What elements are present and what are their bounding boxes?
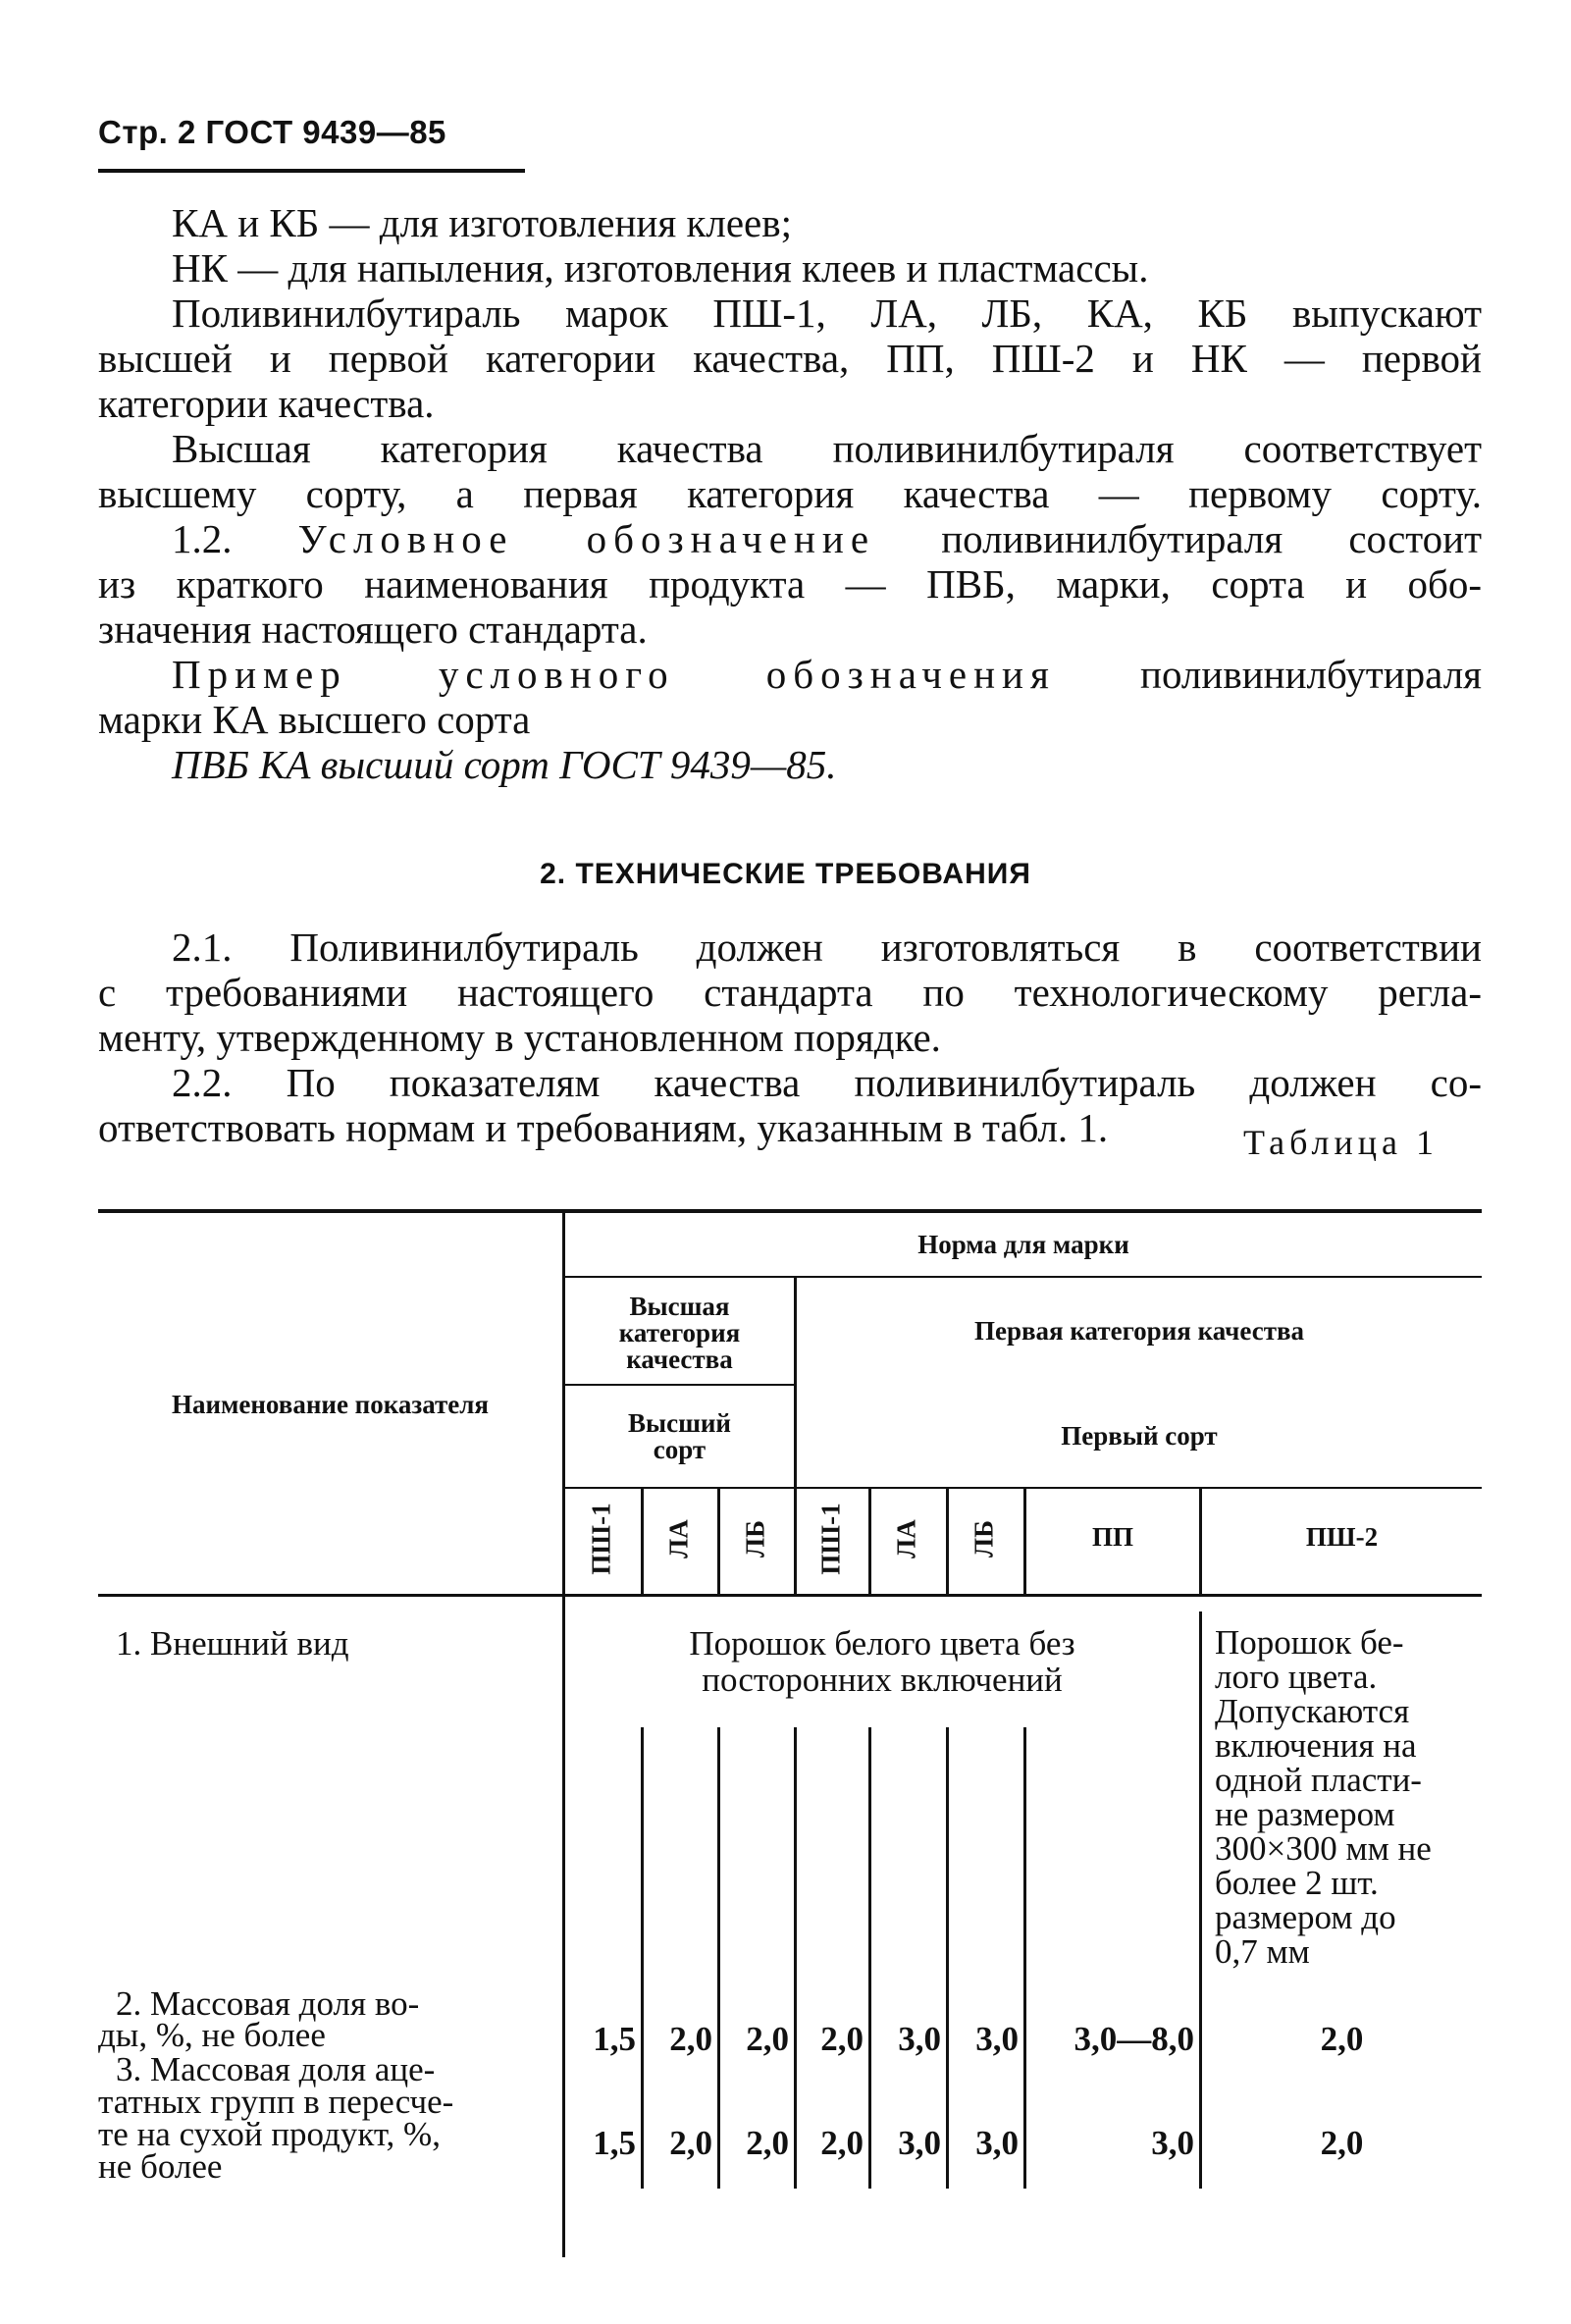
intro-line: Высшая категория качества поливинилбутираля соответствует (172, 426, 1482, 471)
last-line: более 2 шт. (1215, 1864, 1379, 1902)
row-2-value: 3,0—8,0 (1074, 2020, 1194, 2058)
row-1-name: 1. Внешний вид (116, 1624, 349, 1663)
row-3-value: 1,5 (593, 2124, 636, 2162)
row-2-value: 2,0 (669, 2020, 712, 2058)
intro-line: НК — для напыления, изготовления клеев и пластмассы. (172, 245, 1149, 290)
table-top-rule (98, 1209, 1482, 1213)
section-line: с требованиями настоящего стандарта по технологическому регла- (98, 970, 1482, 1015)
header-highest-category (565, 1294, 794, 1373)
last-line: не размером (1215, 1795, 1395, 1833)
merged-line: посторонних включений (702, 1661, 1063, 1699)
last-line: одной пласти- (1215, 1761, 1422, 1799)
brand-header: ПШ-1 (586, 1503, 616, 1575)
last-line: размером до (1215, 1898, 1396, 1936)
header-indicator: Наименование показателя (171, 1390, 490, 1419)
intro-line: КА и КБ — для изготовления клеев; (172, 200, 792, 245)
row-3-value: 2,0 (1320, 2124, 1364, 2162)
col-rule (1199, 1611, 1202, 2189)
table-rule (562, 1276, 1482, 1278)
last-line: Допускаются (1215, 1692, 1410, 1730)
section-line: ответствовать нормам и требованиям, указанным в табл. 1. (98, 1105, 1109, 1150)
row-2-value: 2,0 (820, 2020, 864, 2058)
intro-line: высшей и первой категории качества, ПП, ПШ-2 и НК — первой (98, 336, 1482, 381)
col-rule (1023, 1727, 1026, 2189)
row-3-name (98, 2050, 520, 2186)
last-line: лого цвета. (1215, 1658, 1378, 1696)
spaced-term: Пример условного обозначения (172, 652, 1056, 697)
intro-line: Поливинилбутираль марок ПШ-1, ЛА, ЛБ, КА, КБ выпускают (172, 290, 1482, 336)
header-norm: Норма для марки (917, 1230, 1129, 1259)
col-rule (641, 1727, 644, 2189)
col-rule (868, 1727, 871, 2189)
header-highest-grade (565, 1410, 794, 1463)
table-rule (562, 1487, 1482, 1489)
last-line: 300×300 мм не (1215, 1829, 1432, 1868)
intro-line: значения настоящего стандарта. (98, 607, 648, 652)
brand-header: ЛБ (969, 1520, 999, 1558)
last-line: 0,7 мм (1215, 1932, 1310, 1971)
brand-header: ПШ-1 (815, 1503, 846, 1575)
intro-line: марки КА высшего сорта (98, 697, 531, 742)
row-2-value: 1,5 (593, 2020, 636, 2058)
row-name-line: ды, %, не более (98, 2016, 326, 2054)
brand-header: ЛА (891, 1519, 921, 1558)
header-line: качества (626, 1345, 733, 1374)
row-3-value: 2,0 (669, 2124, 712, 2162)
row-1-merged (565, 1625, 1199, 1698)
col-rule (641, 1487, 644, 1597)
example-designation: ПВБ КА высший сорт ГОСТ 9439—85. (172, 742, 837, 787)
header-line: Высший (628, 1408, 731, 1438)
row-name-line: те на сухой продукт, %, (98, 2115, 441, 2153)
section-line: менту, утвержденному в установленном порядке. (98, 1015, 941, 1060)
spaced-term: Условное обозначение (297, 516, 876, 561)
table-header-rule (98, 1594, 1482, 1597)
row-2-value: 3,0 (898, 2020, 941, 2058)
section-line: 2.1. Поливинилбутираль должен изготовляться в соответствии (172, 924, 1482, 970)
row-3-value: 2,0 (820, 2124, 864, 2162)
header-line: Высшая (629, 1292, 730, 1321)
brand-header: ЛБ (740, 1520, 770, 1558)
header-first-grade: Первый сорт (1061, 1421, 1218, 1451)
header-line: категория (618, 1318, 741, 1347)
table-rule (562, 1384, 794, 1386)
col-rule (794, 1727, 797, 2189)
header-first-category: Первая категория качества (973, 1316, 1305, 1346)
row-3-value: 3,0 (898, 2124, 941, 2162)
intro-line: из краткого наименования продукта — ПВБ, марки, сорта и обо- (98, 561, 1482, 607)
brand-header: ЛА (663, 1519, 694, 1558)
brand-header: ПП (1091, 1522, 1133, 1552)
row-name-line: 3. Массовая доля аце- (116, 2050, 436, 2088)
col-rule (717, 1487, 720, 1597)
section-line: 2.2. По показателям качества поливинилбутираль должен со- (172, 1060, 1482, 1105)
merged-line: Порошок белого цвета без (689, 1624, 1075, 1663)
col-rule (946, 1487, 949, 1597)
col-rule (868, 1487, 871, 1597)
row-name-line: не более (98, 2147, 223, 2186)
table-1 (98, 0, 1482, 2324)
col-rule (717, 1727, 720, 2189)
section-title: 2. ТЕХНИЧЕСКИЕ ТРЕБОВАНИЯ (540, 858, 1031, 890)
row-name-line: 2. Массовая доля во- (116, 1984, 420, 2023)
row-2-value: 2,0 (746, 2020, 789, 2058)
row-name-line: татных групп в пересче- (98, 2083, 454, 2121)
col-rule (946, 1727, 949, 2189)
table-caption: Таблица 1 (1243, 1123, 1439, 1162)
intro-line: категории качества. (98, 381, 435, 426)
row-2-name (98, 1984, 520, 2054)
row-1-last (1215, 1625, 1482, 1969)
last-line: включения на (1215, 1726, 1417, 1765)
intro-fragment: поливинилбутираля состоит (941, 516, 1483, 561)
last-line: Порошок бе- (1215, 1623, 1404, 1662)
intro-line: высшему сорту, а первая категория качества — первому сорту. (98, 471, 1482, 516)
row-3-value: 3,0 (1151, 2124, 1194, 2162)
brand-header: ПШ-2 (1305, 1522, 1379, 1552)
row-3-value: 2,0 (746, 2124, 789, 2162)
header-line: сорт (653, 1435, 707, 1464)
clause-number: 1.2. (172, 516, 233, 561)
row-2-value: 2,0 (1320, 2020, 1364, 2058)
intro-fragment: поливинилбутираля (1140, 652, 1483, 697)
row-3-value: 3,0 (975, 2124, 1019, 2162)
row-2-value: 3,0 (975, 2020, 1019, 2058)
page-header: Стр. 2 ГОСТ 9439—85 (98, 114, 446, 150)
